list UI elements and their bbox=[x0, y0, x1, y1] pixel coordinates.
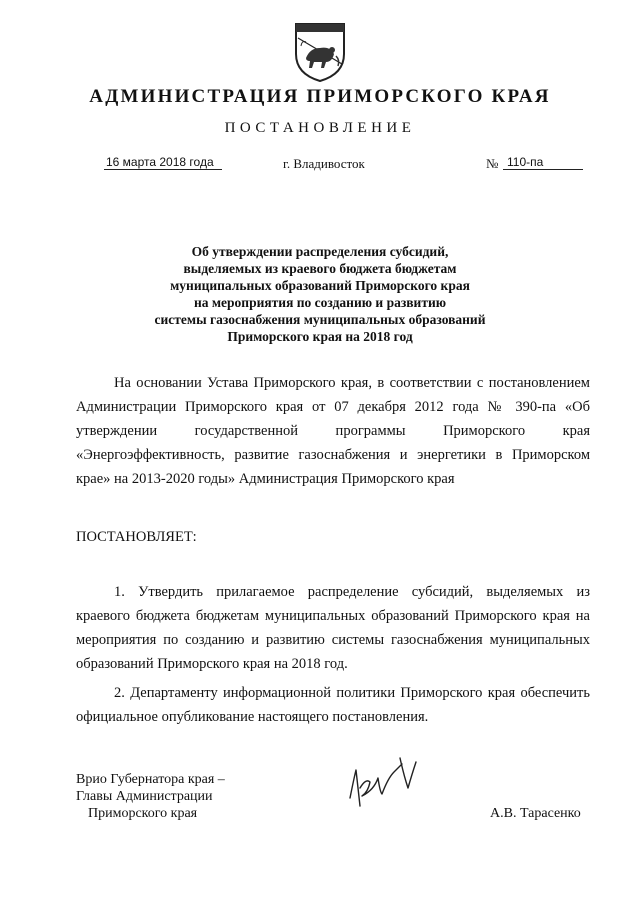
title-line: муниципальных образований Приморского края bbox=[170, 278, 470, 293]
title-line: системы газоснабжения муниципальных образований bbox=[154, 312, 486, 327]
number-sign: № bbox=[486, 156, 499, 171]
title-line: Об утверждении распределения субсидий, bbox=[191, 244, 449, 259]
document-city: г. Владивосток bbox=[283, 156, 365, 171]
document-number: 110-па bbox=[503, 155, 583, 170]
resolves-heading: ПОСТАНОВЛЯЕТ: bbox=[76, 529, 197, 545]
coat-of-arms-icon bbox=[292, 18, 348, 84]
signatory-position bbox=[76, 771, 225, 822]
basis-paragraph: На основании Устава Приморского края, в соответствии с постановлением Администрации Приморского края от 07 декабря 2012 года № 390-па «Об утверждении государственной программы Приморского края «Энергоэффективность, развитие газоснабжения и энергетики в Приморском крае» на 2013-2020 годы» Администрация Приморского края bbox=[76, 375, 590, 487]
position-line: Приморского края bbox=[88, 806, 198, 821]
signatory-name: А.В. Тарасенко bbox=[490, 806, 581, 821]
document-type: ПОСТАНОВЛЕНИЕ bbox=[224, 120, 416, 136]
title-line: выделяемых из краевого бюджета бюджетам bbox=[183, 261, 457, 276]
position-line: Главы Администрации bbox=[76, 789, 213, 804]
document-date: 16 марта 2018 года bbox=[104, 155, 222, 170]
item-2-paragraph: 2. Департаменту информационной политики Приморского края обеспечить официальное опубликование настоящего постановления. bbox=[76, 685, 590, 725]
handwritten-signature-icon bbox=[342, 748, 426, 818]
organization-name: АДМИНИСТРАЦИЯ ПРИМОРСКОГО КРАЯ bbox=[89, 86, 551, 107]
title-line: Приморского края на 2018 год bbox=[227, 329, 413, 344]
item-1-paragraph: 1. Утвердить прилагаемое распределение субсидий, выделяемых из краевого бюджета бюджетам муниципальных образований Приморского края на мероприятия по созданию и развитию системы газоснабжения муниципальных образований Приморского края на 2018 год. bbox=[76, 584, 590, 672]
position-line: Врио Губернатора края – bbox=[76, 772, 225, 787]
document-title bbox=[120, 243, 520, 345]
title-line: на мероприятия по созданию и развитию bbox=[193, 295, 447, 310]
